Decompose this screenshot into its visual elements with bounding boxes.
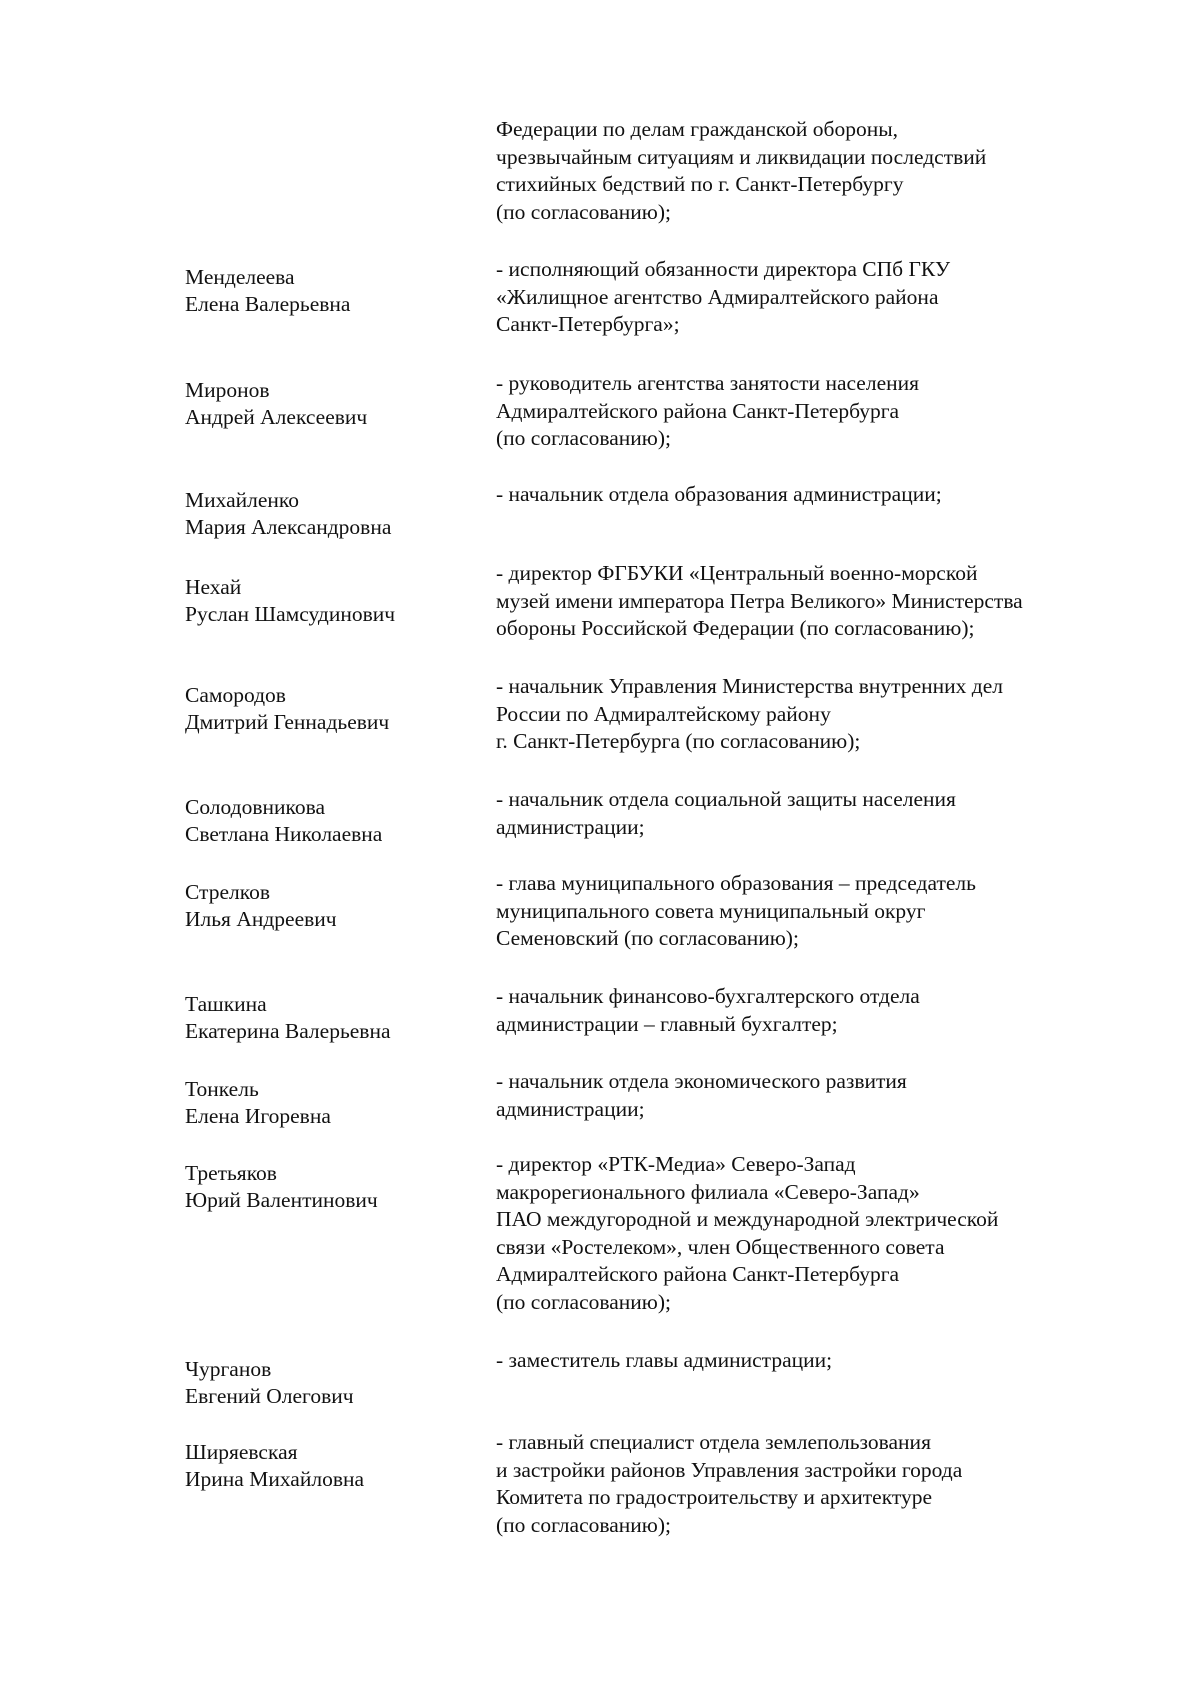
member-position <box>496 786 1136 841</box>
position-line: администрации – главный бухгалтер; <box>496 1011 838 1036</box>
position-line: - начальник отдела экономического развития <box>496 1069 907 1093</box>
member-given-name: Юрий Валентинович <box>185 1187 378 1212</box>
member-name <box>185 1439 465 1492</box>
member-name <box>185 574 465 627</box>
member-surname: Третьяков <box>185 1161 277 1185</box>
intro-line: стихийных бедствий по г. Санкт-Петербургу <box>496 172 904 196</box>
member-surname: Ташкина <box>185 992 267 1016</box>
position-line: - главный специалист отдела землепользования <box>496 1430 931 1454</box>
member-surname: Миронов <box>185 378 270 402</box>
position-line: - заместитель главы администрации; <box>496 1348 833 1372</box>
member-position <box>496 560 1136 643</box>
position-line: Санкт-Петербурга»; <box>496 312 680 336</box>
position-line: Семеновский (по согласованию); <box>496 926 799 950</box>
member-position <box>496 370 1136 453</box>
position-line: - начальник Управления Министерства внутренних дел <box>496 674 1003 698</box>
member-given-name: Елена Валерьевна <box>185 291 351 316</box>
member-position <box>496 1068 1136 1123</box>
position-line: - директор «РТК-Медиа» Северо-Запад <box>496 1152 856 1176</box>
position-line: администрации; <box>496 814 645 839</box>
position-line: администрации; <box>496 1096 645 1121</box>
member-given-name: Мария Александровна <box>185 514 392 539</box>
member-surname: Нехай <box>185 575 242 599</box>
member-position <box>496 983 1136 1038</box>
position-line: (по согласованию); <box>496 1512 671 1537</box>
intro-text <box>496 116 1136 226</box>
member-name <box>185 879 465 932</box>
position-line: (по согласованию); <box>496 426 671 450</box>
member-surname: Солодовникова <box>185 795 326 819</box>
member-given-name: Светлана Николаевна <box>185 821 383 846</box>
position-line: (по согласованию); <box>496 1289 671 1314</box>
intro-line: чрезвычайным ситуациям и ликвидации последствий <box>496 144 987 169</box>
member-surname: Михайленко <box>185 488 300 512</box>
position-line: Комитета по градостроительству и архитектуре <box>496 1485 933 1509</box>
member-name <box>185 991 465 1044</box>
member-given-name: Елена Игоревна <box>185 1103 331 1128</box>
member-surname: Ширяевская <box>185 1440 298 1464</box>
member-name <box>185 377 465 430</box>
member-given-name: Андрей Алексеевич <box>185 404 368 429</box>
member-surname: Менделеева <box>185 265 295 289</box>
intro-line: (по согласованию); <box>496 199 671 224</box>
position-line: - глава муниципального образования – председатель <box>496 871 976 895</box>
member-surname: Тонкель <box>185 1077 259 1101</box>
member-position <box>496 673 1136 756</box>
member-given-name: Евгений Олегович <box>185 1383 354 1408</box>
position-line: связи «Ростелеком», член Общественного совета <box>496 1234 945 1259</box>
position-line: обороны Российской Федерации (по согласованию); <box>496 616 975 640</box>
member-given-name: Дмитрий Геннадьевич <box>185 709 390 734</box>
position-line: - исполняющий обязанности директора СПб ГКУ <box>496 257 951 281</box>
member-position <box>496 1347 1136 1375</box>
member-surname: Чурганов <box>185 1357 272 1381</box>
member-name <box>185 1160 465 1213</box>
intro-line: Федерации по делам гражданской обороны, <box>496 117 899 141</box>
member-position <box>496 481 1136 509</box>
position-line: - начальник отдела образования администрации; <box>496 482 942 506</box>
member-name <box>185 487 465 540</box>
position-line: музей имени императора Петра Великого» Министерства <box>496 588 1023 613</box>
member-surname: Самородов <box>185 683 286 707</box>
member-given-name: Илья Андреевич <box>185 906 337 931</box>
position-line: Адмиралтейского района Санкт-Петербурга <box>496 1262 900 1286</box>
member-given-name: Руслан Шамсудинович <box>185 601 396 626</box>
member-surname: Стрелков <box>185 880 270 904</box>
member-position <box>496 1429 1136 1539</box>
position-line: ПАО междугородной и международной электрической <box>496 1207 999 1231</box>
member-name <box>185 794 465 847</box>
member-given-name: Екатерина Валерьевна <box>185 1018 391 1043</box>
member-name <box>185 1076 465 1129</box>
member-name <box>185 682 465 735</box>
member-position <box>496 1151 1136 1316</box>
member-position <box>496 256 1136 339</box>
position-line: «Жилищное агентство Адмиралтейского района <box>496 284 939 309</box>
position-line: Адмиралтейского района Санкт-Петербурга <box>496 398 900 423</box>
position-line: - директор ФГБУКИ «Центральный военно-морской <box>496 561 978 585</box>
member-name <box>185 264 465 317</box>
position-line: - начальник финансово-бухгалтерского отдела <box>496 984 920 1008</box>
position-line: муниципального совета муниципальный округ <box>496 898 926 923</box>
member-name <box>185 1356 465 1409</box>
member-given-name: Ирина Михайловна <box>185 1466 365 1491</box>
position-line: и застройки районов Управления застройки города <box>496 1457 963 1482</box>
position-line: макрорегионального филиала «Северо-Запад» <box>496 1179 920 1204</box>
member-position <box>496 870 1136 953</box>
position-line: - начальник отдела социальной защиты населения <box>496 787 956 811</box>
position-line: г. Санкт-Петербурга (по согласованию); <box>496 729 861 753</box>
position-line: - руководитель агентства занятости населения <box>496 371 920 395</box>
position-line: России по Адмиралтейскому району <box>496 701 831 726</box>
